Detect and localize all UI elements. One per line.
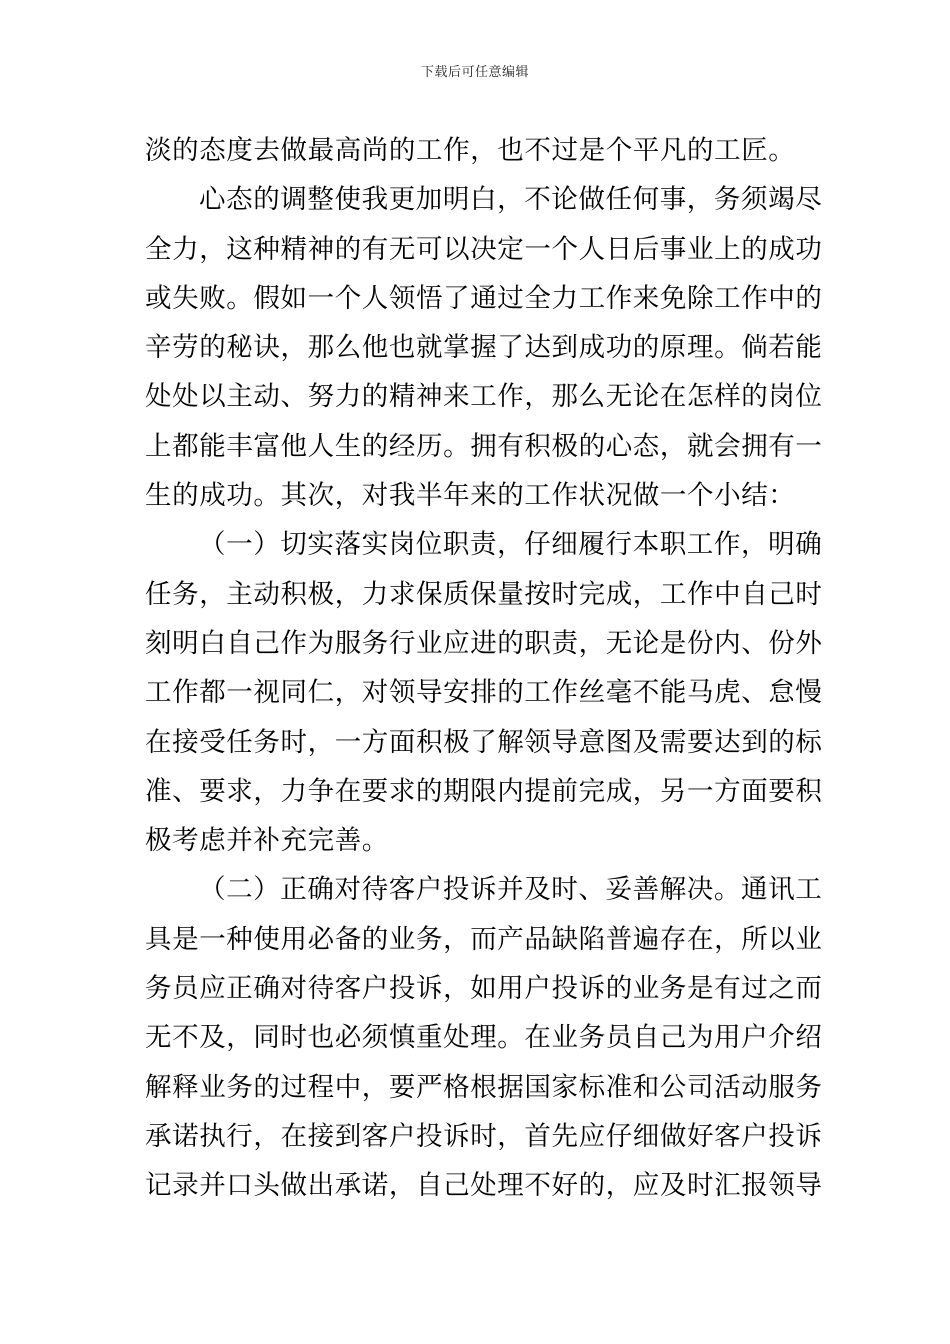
text-line: 或失败。假如一个人领悟了通过全力工作来免除工作中的 [145,282,823,314]
text-line: 全力，这种精神的有无可以决定一个人日后事业上的成功 [145,233,823,265]
text-line: 极考虑并补充完善。 [145,825,389,857]
text-line: 务员应正确对待客户投诉，如用户投诉的业务是有过之而 [145,973,823,1005]
text-line: 生的成功。其次，对我半年来的工作状况做一个小结： [145,480,796,512]
text-line: 刻明白自己作为服务行业应进的职责，无论是份内、份外 [145,627,823,659]
document-body [145,126,823,1211]
text-line: 承诺执行，在接到客户投诉时，首先应仔细做好客户投诉 [145,1120,823,1152]
text-line: 无不及，同时也必须慎重处理。在业务员自己为用户介绍 [145,1022,823,1054]
text-line: 记录并口头做出承诺，自己处理不好的，应及时汇报领导 [145,1170,823,1202]
text-line: （二）正确对待客户投诉并及时、妥善解决。通讯工 [199,874,823,906]
text-line: 准、要求，力争在要求的期限内提前完成，另一方面要积 [145,775,823,807]
text-line: 处处以主动、努力的精神来工作，那么无论在怎样的岗位 [145,381,823,413]
text-line: 任务，主动积极，力求保质保量按时完成，工作中自己时 [145,578,823,610]
page-header: 下载后可任意编辑 [420,65,529,80]
text-line: 解释业务的过程中，要严格根据国家标准和公司活动服务 [145,1071,823,1103]
text-line: 淡的态度去做最高尚的工作，也不过是个平凡的工匠。 [145,135,796,166]
text-line: 在接受任务时，一方面积极了解领导意图及需要达到的标 [145,726,823,758]
text-line: 心态的调整使我更加明白，不论做任何事，务须竭尽 [199,184,823,216]
text-line: 工作都一视同仁，对领导安排的工作丝毫不能马虎、怠慢 [145,677,823,709]
text-line: 上都能丰富他人生的经历。拥有积极的心态，就会拥有一 [145,430,823,462]
text-line: （一）切实落实岗位职责，仔细履行本职工作，明确 [199,529,823,561]
text-line: 具是一种使用必备的业务，而产品缺陷普遍存在，所以业 [145,923,823,955]
text-line: 辛劳的秘诀，那么他也就掌握了达到成功的原理。倘若能 [145,332,823,364]
